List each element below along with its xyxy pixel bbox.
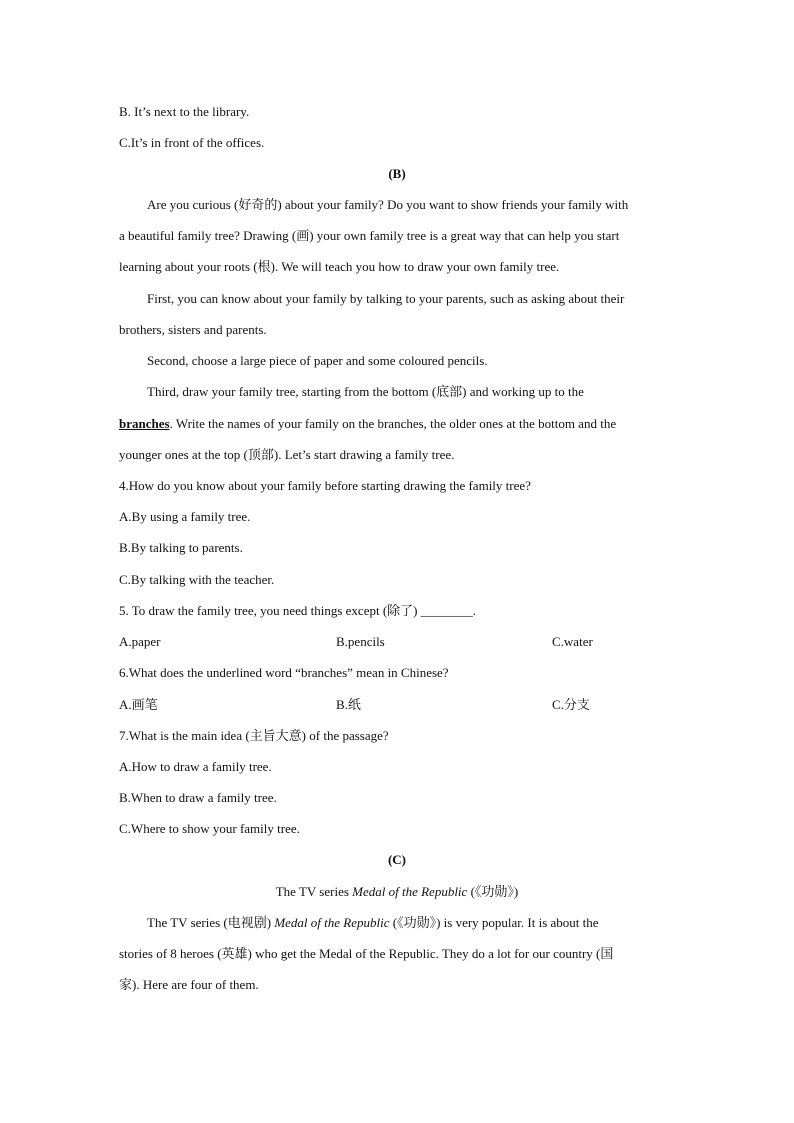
section-c-p1-line1-italic: Medal of the Republic (274, 915, 390, 930)
section-c-p1-line2: stories of 8 heroes (英雄) who get the Medal of the Republic. They do a lot for our country (国 (119, 946, 614, 961)
section-c-title-italic: Medal of the Republic (352, 884, 468, 899)
section-b-p4-line2-rest: . Write the names of your family on the branches, the older ones at the bottom and the (169, 416, 617, 431)
section-c-heading: (C) (387, 852, 407, 867)
q4-option-c: C.By talking with the teacher. (119, 572, 275, 587)
q6-options (119, 696, 679, 714)
section-b-p2-line1: First, you can know about your family by talking to your parents, such as asking about their (147, 291, 625, 306)
q4-option-b: B.By talking to parents. (119, 540, 243, 555)
section-c-title-post: (《功勋》) (467, 884, 519, 899)
q5-option-c: C.water (552, 634, 593, 649)
q5-option-b: B.pencils (336, 634, 385, 649)
q7-option-b: B.When to draw a family tree. (119, 790, 277, 805)
section-c-p1-line1-pre: The TV series (电视剧) (147, 915, 275, 930)
section-b-p2-line2: brothers, sisters and parents. (119, 322, 267, 337)
q4-option-a: A.By using a family tree. (119, 509, 251, 524)
q5-option-a: A.paper (119, 634, 161, 649)
section-b-p3: Second, choose a large piece of paper and some coloured pencils. (147, 353, 488, 368)
q6-stem: 6.What does the underlined word “branches” mean in Chinese? (119, 665, 449, 680)
section-b-p4-line3: younger ones at the top (顶部). Let’s start drawing a family tree. (119, 447, 455, 462)
q7-option-c: C.Where to show your family tree. (119, 821, 300, 836)
q4-stem: 4.How do you know about your family before starting drawing the family tree? (119, 478, 531, 493)
underlined-word-branches: branches (119, 416, 170, 431)
section-b-heading: (B) (388, 166, 406, 181)
section-b-p4-line1: Third, draw your family tree, starting from the bottom (底部) and working up to the (147, 384, 584, 399)
section-c-p1-line1 (147, 914, 707, 932)
q6-option-a: A.画笔 (119, 697, 158, 712)
section-c-p1-line1-post: (《功勋》) is very popular. It is about the (389, 915, 599, 930)
section-c-title-pre: The TV series (275, 884, 353, 899)
section-b-p4-line2 (119, 415, 679, 433)
q5-stem: 5. To draw the family tree, you need things except (除了) ________. (119, 603, 476, 618)
q7-option-a: A.How to draw a family tree. (119, 759, 272, 774)
section-b-p1-line3: learning about your roots (根). We will teach you how to draw your own family tree. (119, 259, 560, 274)
q6-option-c: C.分支 (552, 697, 590, 712)
q3-option-c: C.It’s in front of the offices. (119, 135, 265, 150)
q6-option-b: B.纸 (336, 697, 361, 712)
section-b-p1-line1: Are you curious (好奇的) about your family? Do you want to show friends your family with (147, 197, 629, 212)
q3-option-b: B. It’s next to the library. (119, 104, 250, 119)
q5-options (119, 633, 679, 651)
section-b-p1-line2: a beautiful family tree? Drawing (画) your own family tree is a great way that can help you start (119, 228, 620, 243)
q7-stem: 7.What is the main idea (主旨大意) of the passage? (119, 728, 389, 743)
section-c-p1-line3: 家). Here are four of them. (119, 977, 259, 992)
section-c-title (0, 883, 794, 901)
